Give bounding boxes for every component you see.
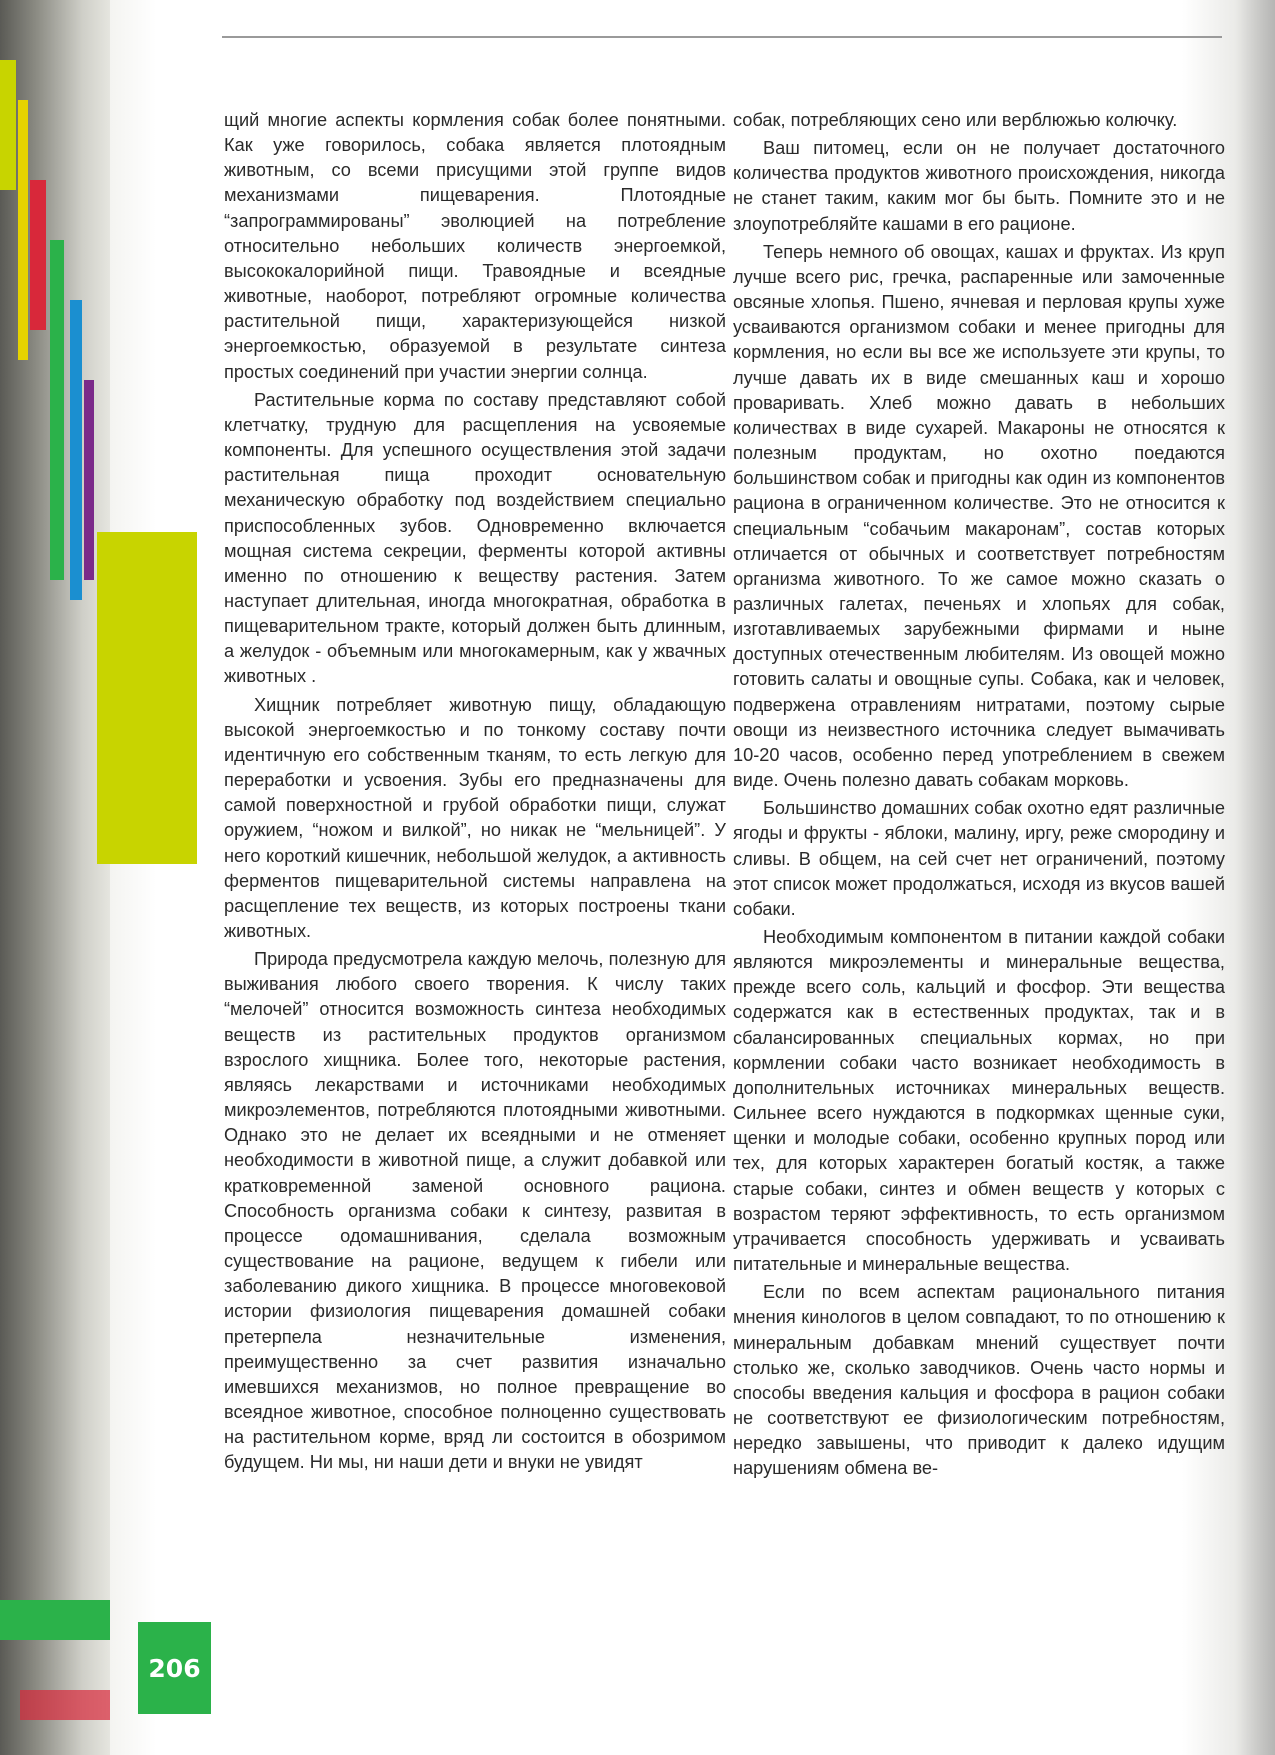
edge-tab-purple bbox=[84, 380, 94, 580]
edge-tab-blue bbox=[70, 300, 82, 600]
paragraph: Растительные корма по составу представляют собой клетчатку, трудную для расщепления на усвояемые компоненты. Для успешного осуществления этой задачи растительная пища проходит основательную механическую обработку под воздействием специально приспособленных зубов. Одновременно включается мощная система секреции, ферменты которой активны именно по отношению к веществу растения. Затем наступает длительная, иногда многократная, обработка в пищеварительном тракте, который должен быть длинным, а желудок - объемным или многокамерным, как у жвачных животных . bbox=[224, 389, 726, 687]
paragraph: Необходимым компонентом в питании каждой собаки являются микроэлементы и минеральные вещества, прежде всего соль, кальций и фосфор. Эти вещества содержатся как в естественных продуктах, так и в сбалансированных специальных кормах, но при кормлении собаки часто возникает необходимость в дополнительных источниках минеральных веществ. Сильнее всего нуждаются в подкормках щенные суки, щенки и молодые собаки, особенно крупных пород или тех, для которых характерен богатый костяк, а также старые собаки, синтез и обмен веществ у которых с возрастом теряют эффективность, то есть организмом утрачивается способность удерживать и усваивать питательные и минеральные вещества. bbox=[733, 927, 1225, 1275]
edge-tab-yellow bbox=[0, 60, 16, 190]
paragraph: Большинство домашних собак охотно едят различные ягоды и фрукты - яблоки, малину, иргу, реже смородину и сливы. В общем, на сей счет нет ограничений, поэтому этот список может продолжаться, исходя из вкусов вашей собаки. bbox=[733, 798, 1225, 919]
paragraph: Природа предусмотрела каждую мелочь, полезную для выживания любого своего творения. К числу таких “мелочей” относится возможность синтеза необходимых веществ из растительных продуктов организмом взрослого хищника. Более того, некоторые растения, являясь лекарствами и источниками необходимых микроэлементов, потребляются плотоядными животными. Однако это не делает их всеядными и не отменяет необходимости в животной пище, а служит добавкой или кратковременной заменой основного рациона. Способность организма собаки к синтезу, развитая в процессе одомашнивания, сделала возможным существование на рационе, ведущем к гибели или заболеванию дикого хищника. В процессе многовековой истории физиология пищеварения домашней собаки претерпела незначительные изменения, преимущественно за счет развития изначально имевшихся механизмов, но полное превращение во всеядное животное, способное полноценно существовать на растительном корме, вряд ли состоится в обозримом будущем. Ни мы, ни наши дети и внуки не увидят bbox=[224, 949, 726, 1473]
header-rule bbox=[222, 36, 1222, 38]
paragraph: собак, потребляющих сено или верблюжью колючку. bbox=[733, 110, 1178, 130]
paragraph: Если по всем аспектам рационального питания мнения кинологов в целом совпадают, то по отношению к минеральным добавкам мнений существует почти столько же, сколько заводчиков. Очень часто нормы и способы введения кальция и фосфора в рацион собаки не соответствуют ее физиологическим потребностям, нередко завышены, что приводит к далеко идущим нарушениям обмена ве- bbox=[733, 1282, 1225, 1479]
page-curl-shadow bbox=[1235, 0, 1275, 1755]
edge-tab-yellow-2 bbox=[18, 100, 28, 360]
edge-tab-red bbox=[30, 180, 46, 330]
page-number-box bbox=[138, 1622, 211, 1714]
edge-tab-red-bottom bbox=[20, 1690, 118, 1720]
paragraph: Теперь немного об овощах, кашах и фруктах. Из круп лучше всего рис, гречка, распаренные или замоченные овсяные хлопья. Пшено, ячневая и перловая крупы хуже усваиваются организмом собаки и менее пригодны для кормления, но если вы все же используете эти крупы, то лучше давать их в виде смешанных каш и хорошо проваривать. Хлеб можно давать в небольших количествах в виде сухарей. Макароны не относятся к полезным продуктам, но охотно поедаются большинством собак и пригодны как один из компонентов рациона в ограниченном количестве. Это не относится к специальным “собачьим макаронам”, состав которых отличается от обычных и соответствует потребностям организма животного. То же самое можно сказать о различных галетах, печеньях и хлопьях для собак, изготавливаемых зарубежными фирмами и ныне доступных отечественным любителям. Из овощей можно готовить салаты и овощные супы. Собака, как и человек, подвержена отравлениям нитратами, поэтому сырые овощи из неизвестного источника следует вымачивать 10-20 часов, особенно перед употреблением в свежем виде. Очень полезно давать собакам морковь. bbox=[733, 241, 1225, 791]
book-page-edges bbox=[0, 0, 118, 1755]
edge-tab-green bbox=[50, 240, 64, 580]
paragraph: Хищник потребляет животную пищу, обладающую высокой энергоемкостью и по тонкому составу почти идентичную его собственным тканям, то есть легкую для переработки и усвоения. Зубы его предназначены для самой поверхностной и грубой обработки пищи, служат оружием, “ножом и вилкой”, но никак не “мельницей”. У него короткий кишечник, небольшой желудок, а активность ферментов пищеварительной системы направлена на расщепление тех веществ, из которых построены ткани животных. bbox=[224, 694, 726, 941]
page-number: 206 bbox=[148, 1653, 201, 1683]
edge-tab-green-bottom bbox=[0, 1600, 118, 1640]
yellow-accent-block bbox=[97, 532, 197, 864]
right-text-column bbox=[733, 108, 1225, 1481]
left-text-column bbox=[224, 108, 726, 1475]
paragraph: щий многие аспекты кормления собак более понятными. Как уже говорилось, собака является плотоядным животным, со всеми присущими этой группе видов механизмами пищеварения. Плотоядные “запрограммированы” эволюцией на потребление относительно небольших количеств энергоемкой, высококалорийной пищи. Травоядные и всеядные животные, наоборот, потребляют огромные количества растительной пищи, характеризующейся низкой энергоемкостью, образуемой в результате синтеза простых соединений при участии энергии солнца. bbox=[224, 110, 726, 382]
paragraph: Ваш питомец, если он не получает достаточного количества продуктов животного происхождения, никогда не станет таким, каким мог бы быть. Помните это и не злоупотребляйте кашами в его рационе. bbox=[733, 138, 1225, 234]
